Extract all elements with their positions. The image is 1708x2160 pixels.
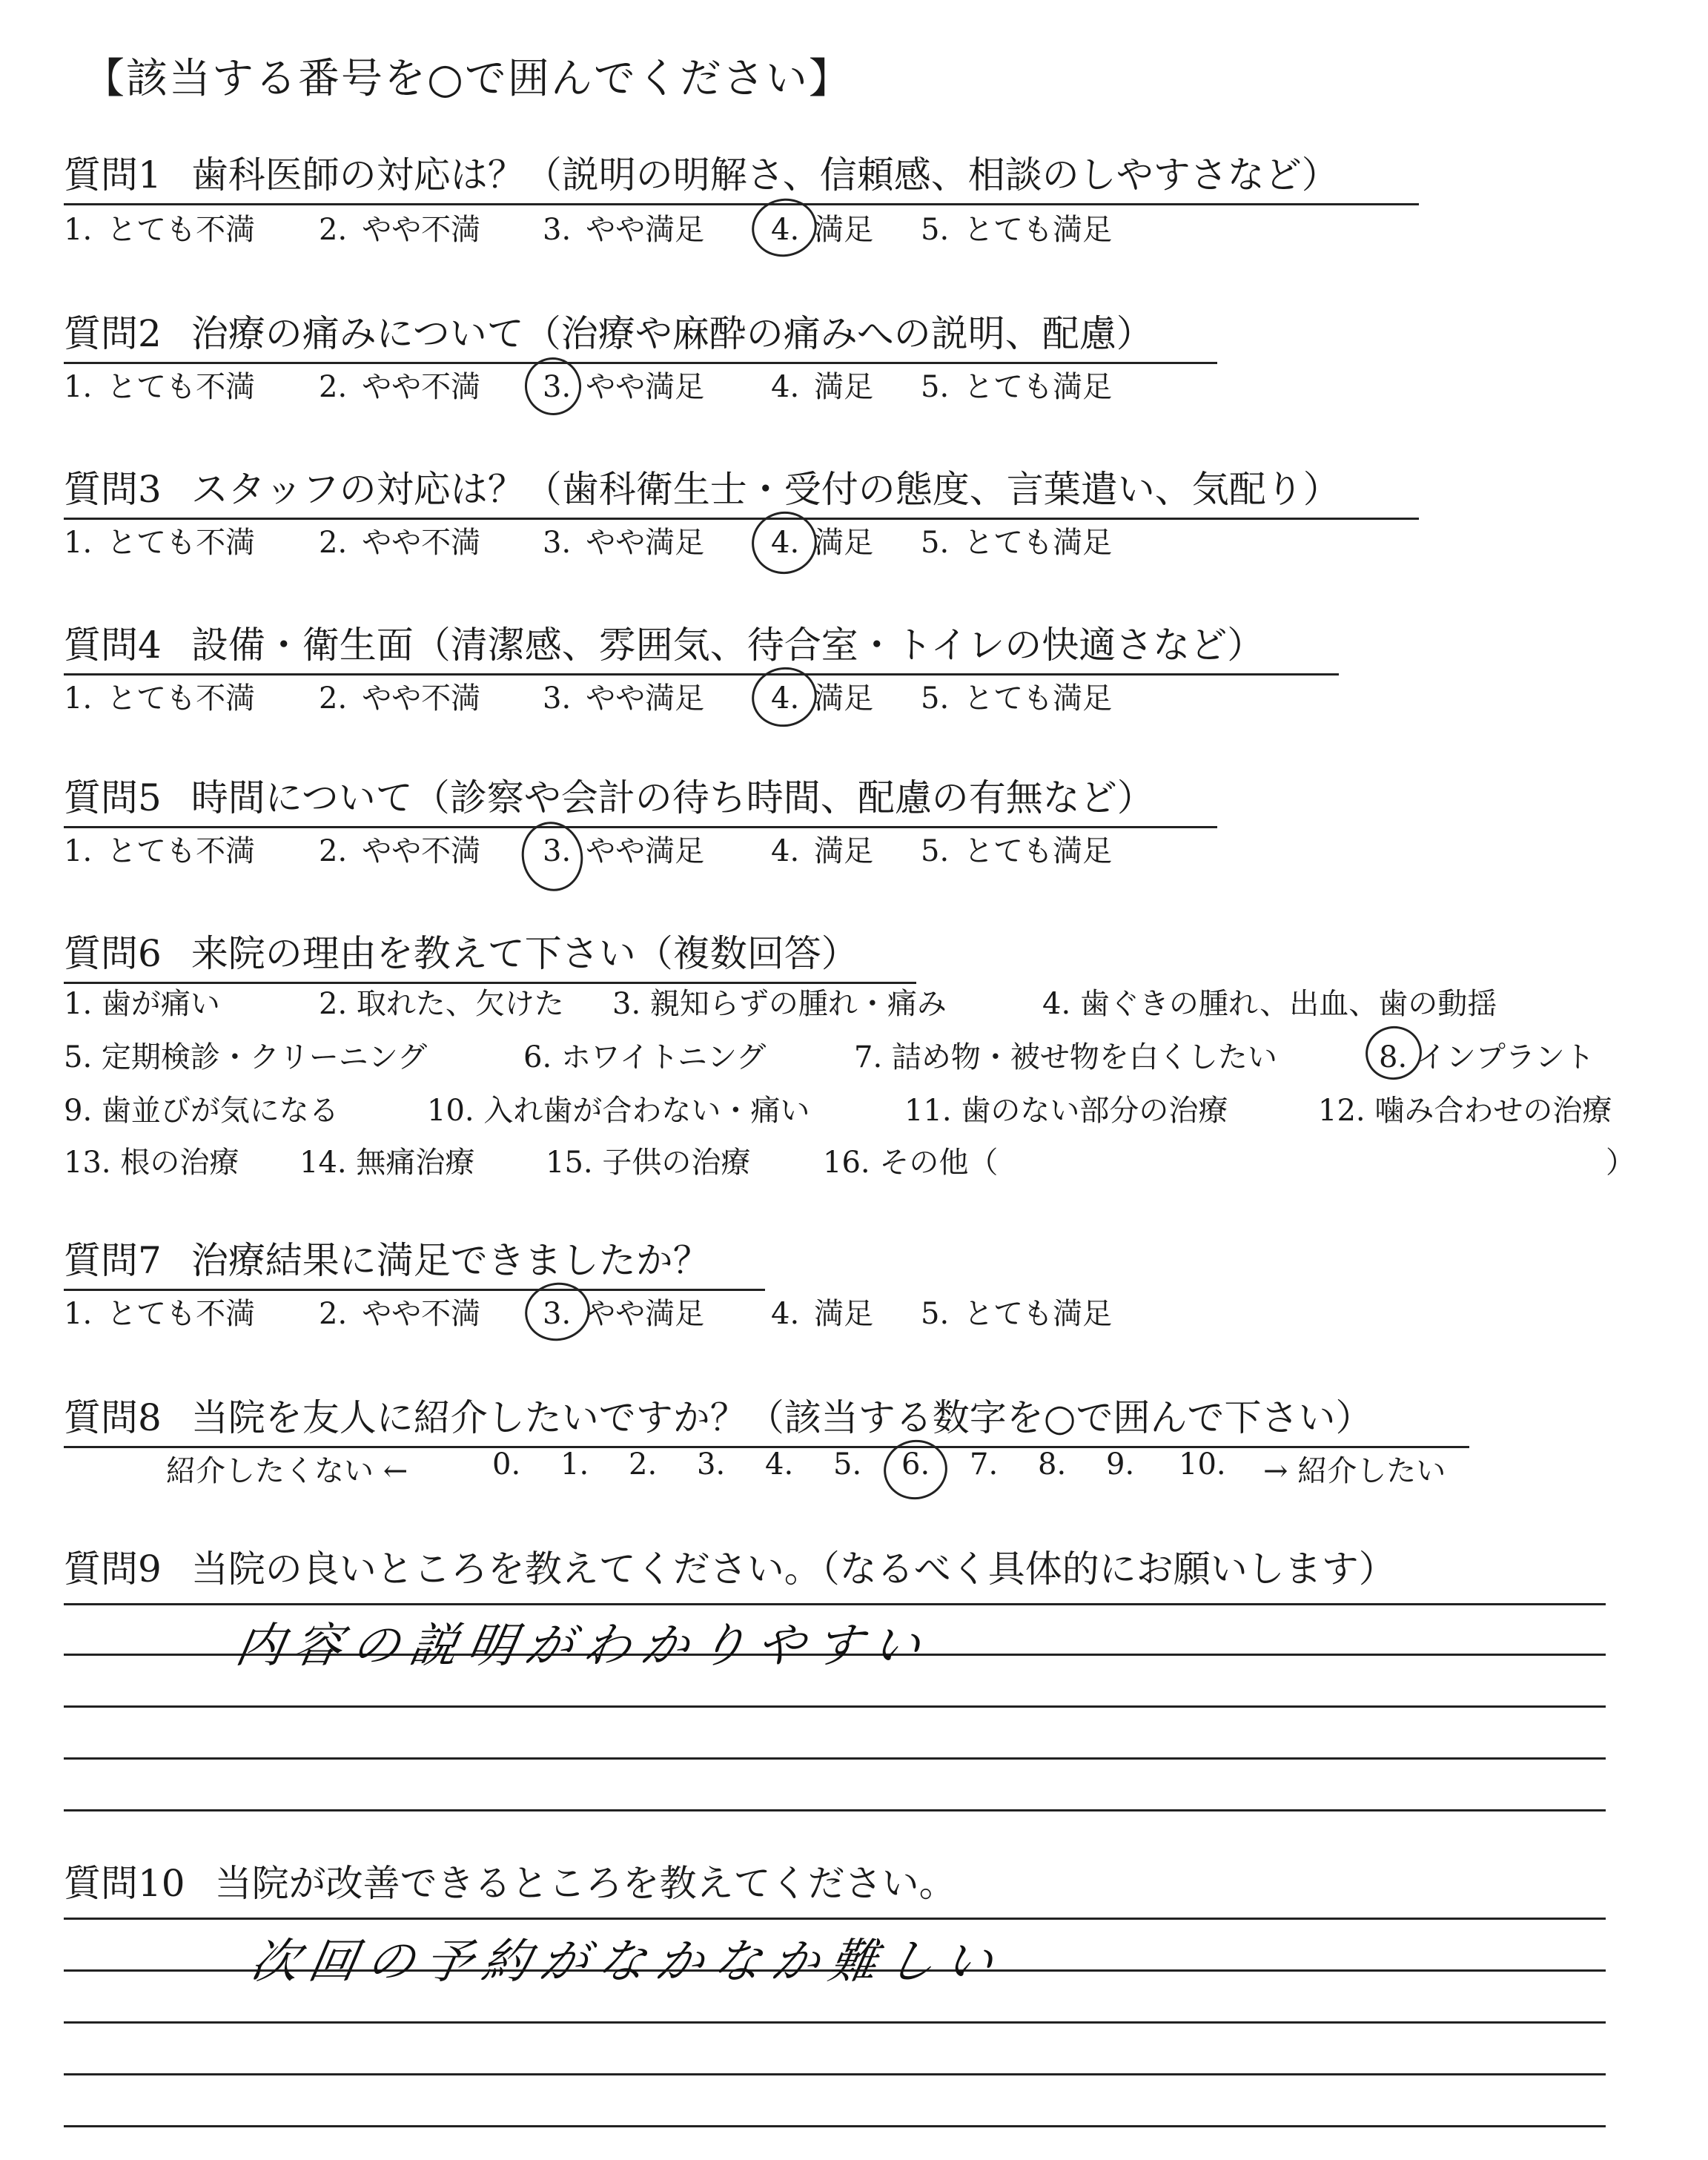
scale-option-5[interactable]: 5. xyxy=(833,1447,862,1482)
question-2-options xyxy=(64,363,1250,403)
question-8-title xyxy=(64,1388,1469,1448)
question-text: 当院が改善できるところを教えてください。 xyxy=(214,1862,956,1905)
answer-line xyxy=(64,1603,1606,1605)
question-4-title xyxy=(64,615,1339,676)
question-5-title xyxy=(64,768,1217,828)
question-text: 当院を友人に紹介したいですか？（該当する数字を○で囲んで下さい） xyxy=(191,1396,1373,1439)
question-10-title xyxy=(64,1854,956,1907)
reason-option-11[interactable]: 11. 歯のない部分の治療 xyxy=(904,1094,1228,1128)
scale-option-10[interactable]: 10. xyxy=(1179,1447,1226,1482)
answer-line xyxy=(64,1918,1606,1920)
option-4[interactable]: 4. 満足 xyxy=(771,1297,874,1331)
option-3[interactable]: 3. やや満足 xyxy=(543,834,705,868)
scale-left-label: 紹介したくない ← xyxy=(166,1454,408,1488)
answer-line xyxy=(64,2021,1606,2024)
option-1[interactable]: 1. とても不満 xyxy=(64,370,256,404)
option-1[interactable]: 1. とても不満 xyxy=(64,526,256,560)
scale-option-4[interactable]: 4. xyxy=(765,1447,794,1482)
reason-option-13[interactable]: 13. 根の治療 xyxy=(64,1146,239,1180)
answer-line xyxy=(64,1705,1606,1708)
option-1[interactable]: 1. とても不満 xyxy=(64,213,256,247)
reason-option-9[interactable]: 9. 歯並びが気になる xyxy=(64,1094,339,1128)
option-3[interactable]: 3. やや満足 xyxy=(543,213,705,247)
question-1-options xyxy=(64,206,1250,246)
question-1-title xyxy=(64,145,1419,205)
reason-option-1[interactable]: 1. 歯が痛い xyxy=(64,987,220,1021)
option-2[interactable]: 2. やや不満 xyxy=(319,370,481,404)
option-4[interactable]: 4. 満足 xyxy=(771,834,874,868)
scale-option-2[interactable]: 2. xyxy=(629,1447,658,1482)
reason-option-7[interactable]: 7. 詰め物・被せ物を白くしたい xyxy=(854,1040,1277,1074)
reason-option-15[interactable]: 15. 子供の治療 xyxy=(546,1146,751,1180)
answer-line xyxy=(64,2125,1606,2127)
scale-option-8[interactable]: 8. xyxy=(1038,1447,1067,1482)
question-text: スタッフの対応は？（歯科衛生士・受付の態度、言葉遣い、気配り） xyxy=(191,468,1340,511)
option-1[interactable]: 1. とても不満 xyxy=(64,834,256,868)
option-4[interactable]: 4. 満足 xyxy=(771,370,874,404)
q9-handwritten-answer[interactable]: 内容の説明がわかりやすい xyxy=(231,1619,936,1674)
option-4[interactable]: 4. 満足 xyxy=(771,526,874,560)
option-5[interactable]: 5. とても満足 xyxy=(921,834,1113,868)
question-number: 質問7 xyxy=(64,1239,162,1282)
question-number: 質問1 xyxy=(64,153,162,196)
q10-handwritten-answer[interactable]: 次回の予約がなかなか難しい xyxy=(246,1935,1008,1989)
option-2[interactable]: 2. やや不満 xyxy=(319,1297,481,1331)
question-text: 当院の良いところを教えてください。（なるべく具体的にお願いします） xyxy=(191,1548,1396,1591)
reason-option-4[interactable]: 4. 歯ぐきの腫れ、出血、歯の動揺 xyxy=(1042,987,1497,1021)
scale-option-6[interactable]: 6. xyxy=(901,1447,930,1482)
question-3-options xyxy=(64,519,1250,559)
question-5-options xyxy=(64,828,1250,868)
scale-option-9[interactable]: 9. xyxy=(1106,1447,1135,1482)
reason-option-12[interactable]: 12. 噛み合わせの治療 xyxy=(1318,1094,1612,1128)
answer-line xyxy=(64,2073,1606,2075)
scale-right-label: → 紹介したい xyxy=(1263,1454,1446,1488)
option-2[interactable]: 2. やや不満 xyxy=(319,213,481,247)
option-4[interactable]: 4. 満足 xyxy=(771,213,874,247)
question-3-title xyxy=(64,460,1419,520)
reason-option-14[interactable]: 14. 無痛治療 xyxy=(299,1146,475,1180)
question-2-title xyxy=(64,304,1217,364)
page-title: 【該当する番号を○で囲んでください】 xyxy=(83,55,852,103)
question-7-title xyxy=(64,1231,765,1291)
option-5[interactable]: 5. とても満足 xyxy=(921,526,1113,560)
option-1[interactable]: 1. とても不満 xyxy=(64,681,256,716)
reason-option-16[interactable]: 16. その他（ xyxy=(823,1146,999,1180)
question-number: 質問9 xyxy=(64,1548,162,1591)
scale-option-1[interactable]: 1. xyxy=(560,1447,589,1482)
question-number: 質問8 xyxy=(64,1396,162,1439)
reason-option-6[interactable]: 6. ホワイトニング xyxy=(523,1040,767,1074)
reason-option-2[interactable]: 2. 取れた、欠けた xyxy=(319,987,564,1021)
scale-option-3[interactable]: 3. xyxy=(697,1447,726,1482)
option-3[interactable]: 3. やや満足 xyxy=(543,681,705,716)
question-8-scale xyxy=(166,1447,1500,1487)
option-5[interactable]: 5. とても満足 xyxy=(921,213,1113,247)
question-text: 治療の痛みについて（治療や麻酔の痛みへの説明、配慮） xyxy=(191,312,1153,355)
reason-option-8[interactable]: 8. インプラント xyxy=(1379,1040,1595,1074)
question-9-title xyxy=(64,1539,1396,1593)
question-number: 質問4 xyxy=(64,624,162,667)
option-4[interactable]: 4. 満足 xyxy=(771,681,874,716)
option-2[interactable]: 2. やや不満 xyxy=(319,834,481,868)
option-3[interactable]: 3. やや満足 xyxy=(543,1297,705,1331)
scale-option-7[interactable]: 7. xyxy=(970,1447,999,1482)
option-5[interactable]: 5. とても満足 xyxy=(921,681,1113,716)
question-6-title xyxy=(64,924,916,984)
option-3[interactable]: 3. やや満足 xyxy=(543,526,705,560)
question-text: 来院の理由を教えて下さい（複数回答） xyxy=(191,932,858,975)
question-text: 歯科医師の対応は？（説明の明解さ、信頼感、相談のしやすさなど） xyxy=(191,153,1339,196)
question-text: 設備・衛生面（清潔感、雰囲気、待合室・トイレの快適さなど） xyxy=(191,624,1265,667)
question-7-options xyxy=(64,1290,1250,1330)
other-close-paren: ） xyxy=(1606,1146,1635,1180)
question-number: 質問6 xyxy=(64,932,162,975)
option-2[interactable]: 2. やや不満 xyxy=(319,526,481,560)
option-5[interactable]: 5. とても満足 xyxy=(921,370,1113,404)
option-2[interactable]: 2. やや不満 xyxy=(319,681,481,716)
question-text: 時間について（診察や会計の待ち時間、配慮の有無など） xyxy=(191,776,1154,819)
question-number: 質問5 xyxy=(64,776,162,819)
reason-option-10[interactable]: 10. 入れ歯が合わない・痛い xyxy=(427,1094,810,1128)
option-1[interactable]: 1. とても不満 xyxy=(64,1297,256,1331)
question-6-options xyxy=(64,980,1665,1203)
option-3[interactable]: 3. やや満足 xyxy=(543,370,705,404)
answer-line xyxy=(64,1757,1606,1760)
question-4-options xyxy=(64,675,1250,715)
reason-option-5[interactable]: 5. 定期検診・クリーニング xyxy=(64,1040,428,1074)
question-text: 治療結果に満足できましたか？ xyxy=(191,1239,710,1282)
reason-option-3[interactable]: 3. 親知らずの腫れ・痛み xyxy=(612,987,947,1021)
scale-option-0[interactable]: 0. xyxy=(492,1447,521,1482)
question-number: 質問10 xyxy=(64,1862,185,1905)
question-number: 質問2 xyxy=(64,312,162,355)
question-number: 質問3 xyxy=(64,468,162,511)
option-5[interactable]: 5. とても満足 xyxy=(921,1297,1113,1331)
answer-line xyxy=(64,1809,1606,1811)
